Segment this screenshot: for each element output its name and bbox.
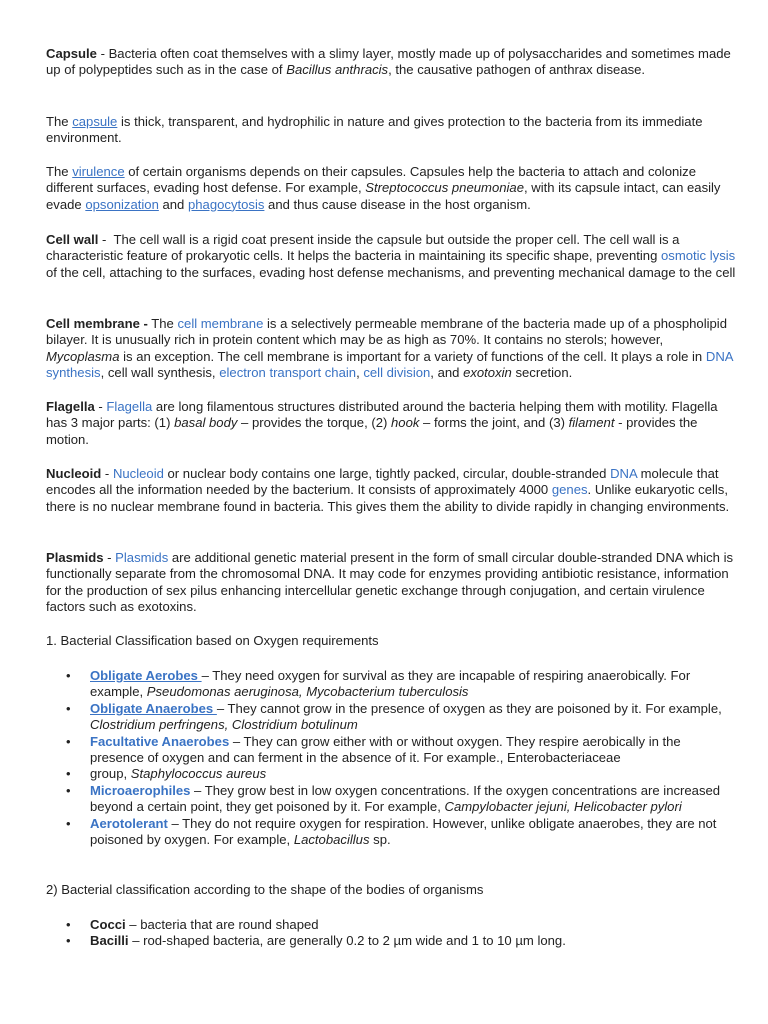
text: . Unlike eukaryotic cells, there is no nuclear membrane found in bacteria. This gives them the ability to divide rapidly in changing environments. <box>46 482 732 514</box>
text: – bacteria that are round shaped <box>125 917 319 932</box>
text: – They need oxygen for survival as they are incapable of respiring anaerobically. For example, <box>90 668 691 700</box>
italic-term: exotoxin <box>463 365 512 381</box>
text: - <box>101 466 113 481</box>
bullet-icon: • <box>66 815 71 831</box>
genes-link[interactable]: genes <box>551 482 588 498</box>
list-item <box>46 668 726 701</box>
bullet-icon: • <box>66 700 71 716</box>
capsule-description-paragraph <box>46 114 736 147</box>
cell-wall-term: Cell wall <box>46 232 99 247</box>
capsule-paragraph <box>46 46 736 79</box>
text: sp. <box>369 832 391 848</box>
species-name: Lactobacillus <box>293 832 370 848</box>
species-name: Campylobacter jejuni, Helicobacter pylori <box>444 799 682 815</box>
cell-division-link[interactable]: cell division <box>363 365 431 381</box>
flagella-term: Flagella <box>46 399 95 414</box>
osmotic-lysis-link[interactable]: osmotic lysis <box>660 248 736 264</box>
bullet-icon: • <box>66 733 71 749</box>
bacilli-term: Bacilli <box>90 933 129 949</box>
species-name: Pseudomonas aeruginosa, Mycobacterium tuberculosis <box>146 684 469 700</box>
virulence-paragraph <box>46 164 736 213</box>
plasmids-paragraph <box>46 550 736 616</box>
phagocytosis-link[interactable]: phagocytosis <box>187 196 265 212</box>
species-name: Staphylococcus aureus <box>130 766 267 782</box>
nucleoid-link[interactable]: Nucleoid <box>112 466 164 481</box>
text: secretion. <box>511 365 573 381</box>
text: – rod-shaped bacteria, are generally 0.2 to 2 µm wide and 1 to 10 µm long. <box>128 933 566 949</box>
text: molecule that encodes all the information needed by the bacterium. It consists of approximately 4000 <box>46 466 723 498</box>
text: are additional genetic material present in the form of small circular double-stranded DNA which is functionally separate from the chromosomal DNA. It may code for enzymes providing antibiotic resistance, information for the production of sex pilus enhancing intercellular genetic exchange through conjugation, and certain virulence factors such as exotoxins. <box>46 550 737 615</box>
opsonization-link[interactable]: opsonization <box>85 196 159 212</box>
plasmids-link[interactable]: Plasmids <box>115 550 169 565</box>
facultative-anaerobes-link[interactable]: Facultative Anaerobes <box>90 733 230 749</box>
text: The <box>147 316 178 331</box>
microaerophiles-link[interactable]: Microaerophiles <box>90 782 191 798</box>
oxygen-classification-list <box>46 668 726 848</box>
italic-term: filament <box>568 415 615 431</box>
dna-synthesis-link[interactable]: DNA synthesis <box>46 348 737 381</box>
cocci-term: Cocci <box>90 917 126 932</box>
shape-classification-list <box>46 917 726 950</box>
text: group, <box>90 766 131 782</box>
italic-term: basal body <box>174 415 238 431</box>
list-item <box>46 783 726 816</box>
bullet-icon: • <box>66 917 71 932</box>
text: or nuclear body contains one large, tightly packed, circular, double-stranded <box>163 466 611 481</box>
list-item <box>46 917 726 933</box>
obligate-anaerobes-link[interactable]: Obligate Anaerobes <box>90 700 217 716</box>
text: - provides the motion. <box>46 415 702 447</box>
text: , and <box>430 365 464 381</box>
list-item <box>46 701 726 734</box>
text: of certain organisms depends on their capsules. Capsules help the bacteria to attach and colonize different surfaces, evading host defense. For example, <box>46 164 700 196</box>
text: are long filamentous structures distributed around the bacteria helping them with motility. Flagella has 3 major parts: (1) <box>46 399 722 431</box>
text: and <box>158 196 188 212</box>
shape-classification-heading: 2) Bacterial classification according to the shape of the bodies of organisms <box>46 882 484 897</box>
text: – provides the torque, (2) <box>237 415 391 431</box>
aerotolerant-link[interactable]: Aerotolerant <box>90 815 168 831</box>
cell-membrane-link[interactable]: cell membrane <box>177 316 264 331</box>
text: – They cannot grow in the presence of oxygen as they are poisoned by it. For example, <box>216 700 722 716</box>
species-name: Mycoplasma <box>46 348 120 364</box>
bullet-icon: • <box>66 668 71 683</box>
bullet-icon: • <box>66 933 71 949</box>
virulence-link[interactable]: virulence <box>72 164 125 179</box>
species-name: Bacillus anthracis <box>286 62 389 78</box>
cell-membrane-term: Cell membrane - <box>46 316 148 331</box>
text: – They grow best in low oxygen concentrations. If the oxygen concentrations are increased beyond a certain point, they get poisoned by it. For example, <box>90 782 721 815</box>
list-item <box>46 734 726 767</box>
text: , with its capsule intact, can easily evade <box>46 180 725 212</box>
text: – They do not require oxygen for respiration. However, unlike obligate anaerobes, they are not poisoned by oxygen. For example, <box>90 815 717 848</box>
nucleoid-paragraph <box>46 466 736 515</box>
text: is a selectively permeable membrane of the bacteria made up of a phospholipid bilayer. It is unusually rich in protein content which may be as high as 70%. It contains no sterols; however, <box>46 316 731 348</box>
species-name: Streptococcus pneumoniae <box>365 180 524 196</box>
text: is thick, transparent, and hydrophilic in nature and gives protection to the bacteria from its immediate environment. <box>46 114 707 146</box>
capsule-link[interactable]: capsule <box>72 114 118 129</box>
text: of the cell, attaching to the surfaces, evading host defense mechanisms, and preventing mechanical damage to the cell <box>46 248 739 280</box>
list-item <box>46 816 726 849</box>
species-name: Clostridium perfringens, Clostridium botulinum <box>90 717 358 733</box>
text: , <box>356 365 364 381</box>
italic-term: hook <box>391 415 420 431</box>
list-item <box>46 766 726 782</box>
text: – forms the joint, and (3) <box>419 415 569 431</box>
text: , cell wall synthesis, <box>100 365 220 381</box>
text: The <box>46 114 73 129</box>
text: The <box>46 164 73 179</box>
cell-membrane-paragraph <box>46 316 736 382</box>
text: - Bacteria often coat themselves with a slimy layer, mostly made up of polysaccharides and sometimes made up of polypeptides such as in the case of <box>46 46 735 78</box>
electron-transport-chain-link[interactable]: electron transport chain <box>219 365 357 381</box>
flagella-link[interactable]: Flagella <box>106 399 153 414</box>
plasmids-term: Plasmids <box>46 550 104 565</box>
oxygen-classification-heading: 1. Bacterial Classification based on Oxygen requirements <box>46 633 379 648</box>
bullet-icon: • <box>66 766 71 782</box>
text: - <box>94 399 107 414</box>
nucleoid-term: Nucleoid <box>46 466 102 481</box>
list-item <box>46 933 726 949</box>
bullet-icon: • <box>66 782 71 798</box>
text: , the causative pathogen of anthrax disease. <box>388 62 646 78</box>
flagella-paragraph <box>46 399 736 448</box>
capsule-term: Capsule <box>46 46 97 61</box>
text: - The cell wall is a rigid coat present inside the capsule but outside the proper cell. The cell wall is a characteristic feature of prokaryotic cells. It helps the bacteria in maintaining its specific shape, preventing <box>46 232 684 264</box>
text: – They can grow either with or without oxygen. They respire aerobically in the presence of oxygen and can ferment in the absence of it. For example., Enterobacteriaceae <box>90 733 681 766</box>
obligate-aerobes-link[interactable]: Obligate Aerobes <box>90 668 202 683</box>
dna-link[interactable]: DNA <box>610 466 638 481</box>
text: is an exception. The cell membrane is important for a variety of functions of the cell. It plays a role in <box>119 348 706 364</box>
cell-wall-paragraph <box>46 232 739 281</box>
text: and thus cause disease in the host organism. <box>264 196 531 212</box>
text: - <box>103 550 116 565</box>
